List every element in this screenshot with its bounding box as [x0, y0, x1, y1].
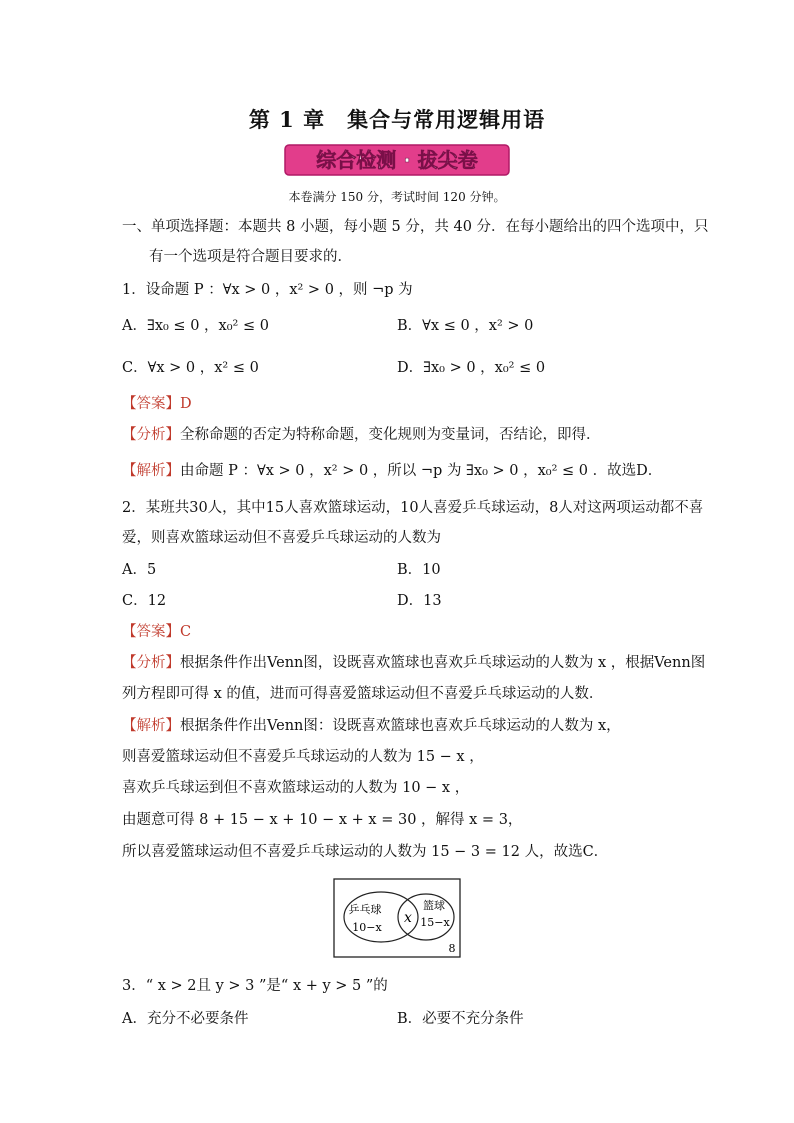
venn-right-label: 篮球 [423, 899, 445, 912]
q1-option-a: A．∃x₀ ≤ 0 ，x₀² ≤ 0 [122, 318, 269, 334]
q2-solution-line5: 所以喜爱篮球运动但不喜爱乒乓球运动的人数为 15 − 3 = 12 人，故选C． [122, 844, 609, 860]
venn-svg [333, 878, 461, 958]
q2-answer-value: C [180, 624, 192, 640]
section-heading-line1: 一、单项选择题：本题共 8 小题，每小题 5 分，共 40 分．在每小题给出的四个选项中，只 [122, 219, 709, 235]
q1-answer-value: D [180, 396, 192, 412]
q3-stem: 3．“ x > 2且 y > 3 ”是“ x + y > 5 ”的 [122, 978, 388, 994]
q2-solution-line2: 则喜爱篮球运动但不喜爱乒乓球运动的人数为 15 − x ， [122, 749, 484, 765]
q2-option-a: A．5 [122, 562, 157, 578]
q2-analysis-tag: 【分析】 [122, 655, 180, 671]
q1-option-b: B．∀x ≤ 0 ，x² > 0 [397, 318, 534, 334]
badge-text: 综合检测 · 拔尖卷 [316, 148, 478, 172]
q2-option-c: C．12 [122, 593, 167, 609]
badge-graphic [284, 144, 510, 176]
q1-analysis [122, 424, 601, 446]
title-badge [284, 144, 510, 176]
q1-solution-tag: 【解析】 [122, 463, 180, 479]
q1-analysis-tag: 【分析】 [122, 427, 180, 443]
q1-answer-tag: 【答案】 [122, 396, 180, 412]
q1-option-d: D．∃x₀ > 0 ，x₀² ≤ 0 [397, 360, 546, 376]
exam-info: 本卷满分 150 分，考试时间 120 分钟。 [288, 190, 506, 204]
q2-solution-line3: 喜欢乒乓球运到但不喜欢篮球运动的人数为 10 − x ， [122, 780, 470, 796]
q3-option-b: B．必要不充分条件 [397, 1011, 524, 1027]
q2-solution-text: 根据条件作出Venn图：设既喜欢篮球也喜欢乒乓球运动的人数为 x， [180, 718, 621, 734]
q1-solution [122, 460, 662, 482]
venn-outside-value: 8 [448, 942, 456, 955]
q2-stem-line1: 2．某班共30人，其中15人喜欢篮球运动，10人喜爱乒乓球运动，8人对这两项运动都不喜 [122, 500, 704, 516]
venn-diagram [333, 878, 461, 958]
q2-solution-tag: 【解析】 [122, 718, 180, 734]
q1-answer [122, 393, 192, 415]
q3-option-a: A．充分不必要条件 [122, 1011, 249, 1027]
q2-solution-line1 [122, 715, 621, 737]
q2-option-d: D．13 [397, 593, 442, 609]
q1-stem: 1．设命题 P ：∀x > 0 ，x² > 0 ，则 ¬p 为 [122, 282, 413, 298]
venn-left-value: 10−x [352, 921, 382, 934]
q1-solution-text: 由命题 P ：∀x > 0 ，x² > 0 ，所以 ¬p 为 ∃x₀ > 0 ，x₀² ≤ 0 ．故选D． [180, 463, 663, 479]
venn-right-value: 15−x [420, 916, 450, 929]
q2-answer [122, 621, 191, 643]
q1-option-c: C．∀x > 0 ，x² ≤ 0 [122, 360, 259, 376]
q2-analysis-line1 [122, 652, 705, 674]
q2-solution-line4: 由题意可得 8 + 15 − x + 10 − x + x = 30 ，解得 x = 3， [122, 812, 523, 828]
q2-analysis-text: 根据条件作出Venn图，设既喜欢篮球也喜欢乒乓球运动的人数为 x ，根据Venn图 [180, 655, 706, 671]
q2-stem-line2: 爱，则喜欢篮球运动但不喜爱乒乓球运动的人数为 [122, 530, 441, 546]
section-heading-line2: 有一个选项是符合题目要求的． [149, 249, 352, 265]
q2-answer-tag: 【答案】 [122, 624, 180, 640]
q1-analysis-text: 全称命题的否定为特称命题，变化规则为变量词，否结论，即得． [180, 427, 601, 443]
page-title: 第 1 章 集合与常用逻辑用语 [248, 107, 546, 132]
q2-option-b: B．10 [397, 562, 441, 578]
venn-left-label: 乒乓球 [348, 903, 382, 916]
q2-analysis-line2: 列方程即可得 x 的值，进而可得喜爱篮球运动但不喜爱乒乓球运动的人数． [122, 686, 604, 702]
venn-middle-value: x [404, 910, 412, 926]
